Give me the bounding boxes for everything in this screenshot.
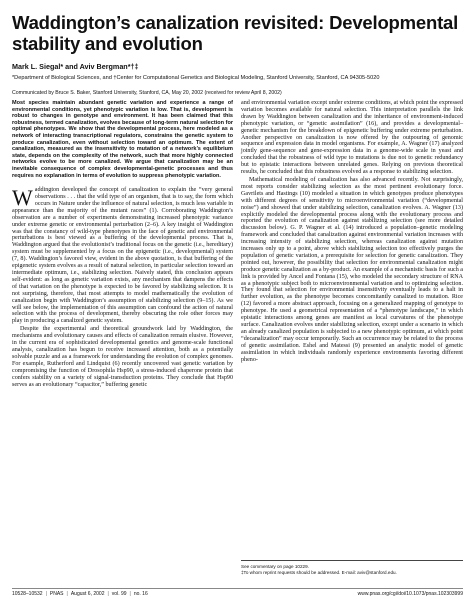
author-list: Mark L. Siegal* and Aviv Bergman*†‡: [12, 62, 139, 71]
footer-issue: no. 16: [133, 591, 148, 597]
communicated-line: Communicated by Bruce S. Baker, Stanford University, Stanford, CA, May 20, 2002 (received for review April 8, 2002): [12, 90, 282, 96]
left-column: [12, 100, 233, 389]
footnote-commentary: See commentary on page 10229.: [241, 564, 309, 569]
page-footer: [12, 588, 463, 597]
right-paragraph-1: and environmental variation except under extreme conditions, at which point the expressed variation becomes available for natural selection. This interpretation parallels the link drawn by Waddington between canalization and the inheritance of environment-induced phenotypic variation, or “genetic assimilation” (16), and provides a developmental–genetic mechanism for the breakdown of epigenetic buffering under extreme perturbation. Another perspective on canalization is now offered by the outpouring of genomic sequence and expression data in model organisms. For example, A. Wagner (17) analyzed jointly gene-sequence and gene-expression data in a genome-wide scale in yeast and concluded that the robustness of wild type to mutations is due not to genetic redundancy but to epistatic interactions between unrelated genes. Relying on previous theoretical results, he concluded that this robustness evolved as a response to stabilizing selection.: [241, 100, 464, 176]
footer-doi-link[interactable]: www.pnas.org/cgi/doi/10.1073/pnas.102303999: [357, 591, 463, 597]
footer-volume: vol. 99: [111, 591, 127, 597]
footer-pages: 10528–10532: [12, 591, 43, 597]
footnotes: [241, 560, 463, 576]
body-text-right: [241, 100, 463, 363]
intro-paragraph-2: Despite the experimental and theoretical groundwork laid by Waddington, the mechanisms and evolutionary causes and effects of canalization remain elusive. However, in the current era of sophisticated developmental genetics and genome-scale functional analysis, canalization has begun to receive increased attention, both as a potentially solvable puzzle and as a framework for understanding the evolution of complex genomes. For example, Rutherford and Lindquist (6) recently uncovered vast genetic variation by compromising the function of Drosophila Hsp90, a stress-induced chaperone protein that confers stability on a variety of signal-transduction proteins. They conclude that Hsp90 serves as an evolutionary “capacitor,” buffering genetic: [12, 326, 233, 388]
paper-title: Waddington’s canalization revisited: Developmental stability and evolution: [12, 12, 459, 54]
footnote-correspondence: ‡To whom reprint requests should be addressed. E-mail: aviv@stanford.edu.: [241, 570, 397, 575]
right-column: [241, 100, 463, 364]
footer-citation: 10528–10532 | PNAS | August 6, 2002 | vol. 99 | no. 16: [12, 591, 148, 597]
footer-journal: PNAS: [49, 591, 64, 597]
paragraph-text: addington developed the concept of canalization to explain the “very general observations . . . that the wild type of an organism, that is to say, the form which occurs in Nature under the influence of natural selection, is much less variable in appearance than the majority of the mutant races” (1). Corroborating Waddington’s observation are a number of experiments demonstrating increased phenotypic variance under extreme genetic or environmental perturbation (2–6). A key insight of Waddington was that the constancy of wild-type phenotypes in the face of genetic and environmental perturbations is best viewed as a buffering of the developmental process. That is, Waddington argued that the evolutionist’s traditional focus on the genetic (i.e., hereditary) system must be supplemented by a focus on the epigenetic (i.e., developmental) system (7, 8). Waddington’s favored view, evident in the above quotation, is that buffering of the epigenetic system evolves as a result of natural selection, in particular selection toward an intermediate optimum, i.e., stabilizing selection. Naively stated, this conclusion appears self-evident: as long as genetic variation exists, any mechanism that dampens the effects of that variation on the phenotype is expected to be favored by stabilizing selection. It is not surprising, therefore, that most attempts to model mathematically the evolution of canalization begin with Waddington’s assumption of stabilizing selection (9–15). As we will see below, the implementation of this assumption can confound the action of natural selection with the process of development, thereby obscuring the role other forces may play in producing a canalized genetic system.: [12, 187, 233, 325]
footer-date: August 6, 2002: [70, 591, 105, 597]
drop-cap: W: [12, 185, 33, 211]
right-paragraph-2: Mathematical modeling of canalization has also advanced recently. Not surprisingly, most reports consider stabilizing selection as the most pertinent evolutionary force. Gavrilets and Hastings (10) modeled a situation in which genotypes produce phenotypes with different degrees of sensitivity to microenvironmental variation (“developmental noise”) and showed that under stabilizing selection, canalization evolves. A. Wagner (13) explicitly modeled the developmental process along with the evolutionary process and reported the evolution of canalization against stabilizing selection (see more detailed discussion below). G. P. Wagner et al. (14) introduced a population–genetic modeling framework and concluded that canalization against environmental variation increases with increasing intensity of stabilizing selection, whereas canalization against mutation increases only up to a point, above which stabilizing selection too effectively purges the population of genetic variation, a prerequisite for selection for genetic canalization. They pointed out, however, the possibility that selection for environmental canalization might produce genetic canalization as a by-product. An example of a mechanistic basis for such a link is provided by Ancel and Fontana (15), who modeled the secondary structure of RNA as a phenotypic subject both to microenvironmental variation and to optimizing selection. They found that selection for environmental insensitivity eventually leads to a halt in further evolution, as the phenotype becomes concomitantly canalized to mutation. Rice (12) favored a more abstract approach, focusing on a generalized mapping of genotype to phenotype. He used a geometrical representation of a “phenotype landscape,” in which epistatic interactions among genes are manifest as local curvatures of the phenotype surface. Canalization evolves under stabilizing selection, except under a scenario in which an already canalized population is subjected to a new phenotypic optimum, at which point “decanalization” may occur temporarily. Such an occurrence may be related to the process of genetic assimilation. Eshel and Matessi (9) presented an analytic model of genetic assimilation in which individuals randomly experience environments favoring different pheno-: [241, 176, 463, 363]
body-text-left: [12, 187, 233, 388]
intro-paragraph-1: [12, 187, 233, 325]
abstract: Most species maintain abundant genetic variation and experience a range of environmental conditions, yet phenotypic variation is low. That is, development is robust to changes in genotype and environment. It has been claimed that this robustness, termed canalization, evolves because of long-term natural selection for optimal phenotypes. We show that the developmental process, here modeled as a network of interacting transcriptional regulators, constrains the genetic system to produce canalization, even without selection toward an optimum. The extent of canalization, measured as the insensitivity to mutation of a network’s equilibrium state, depends on the complexity of the network, such that more highly connected networks evolve to be more canalized. We argue that canalization may be an inevitable consequence of complex developmental-genetic processes and thus requires no explanation in terms of evolution to suppress phenotypic variation.: [12, 100, 233, 179]
affiliation: *Department of Biological Sciences, and †Center for Computational Genetics and Biological Modeling, Stanford University, Stanford, CA 94305-5020: [12, 75, 380, 81]
